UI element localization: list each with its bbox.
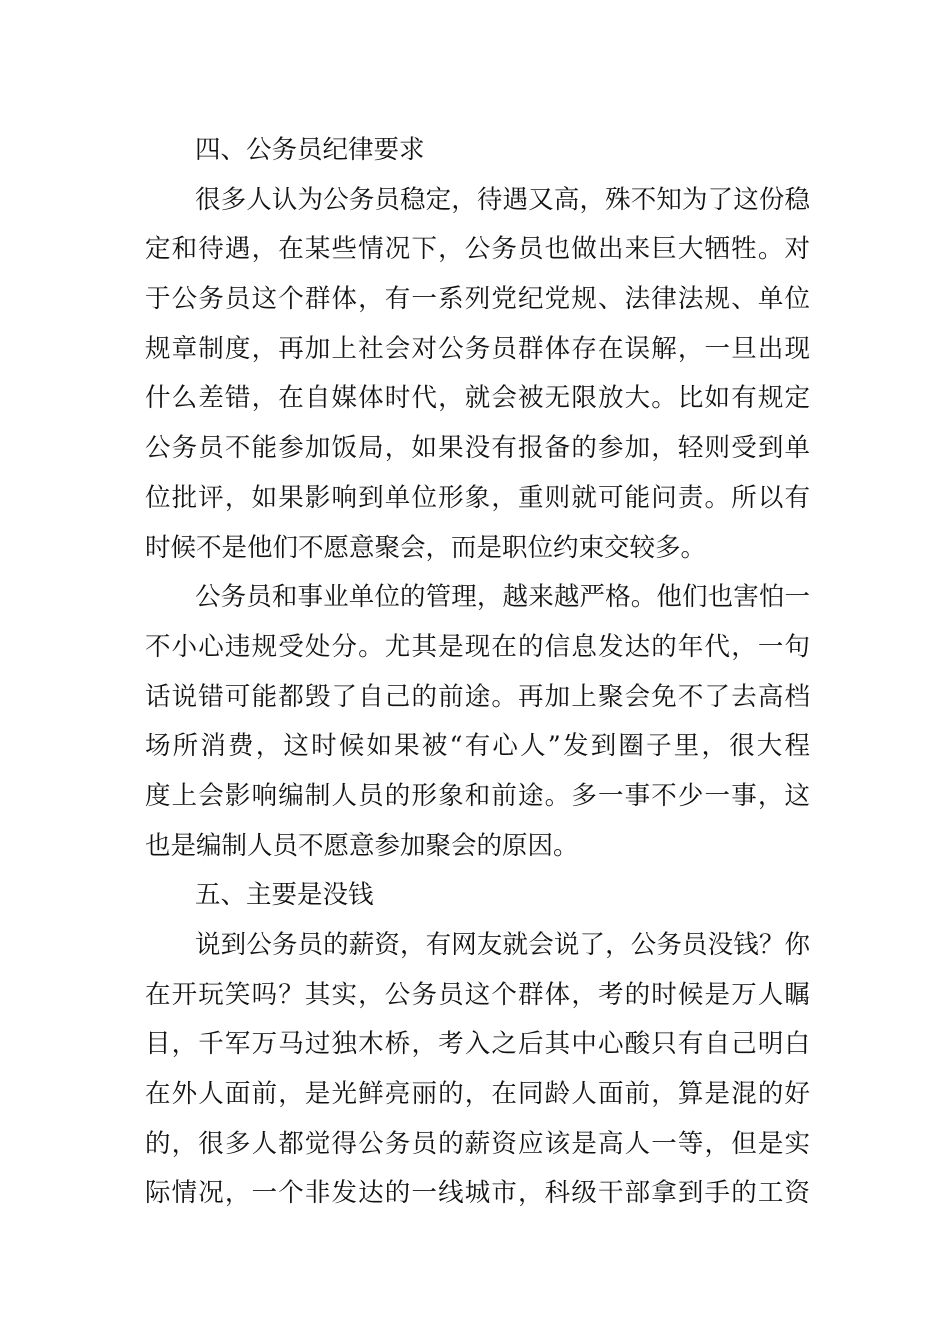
paragraph-line: 位批评，如果影响到单位形象，重则就可能问责。所以有 (145, 482, 810, 513)
paragraph-line: 什么差错，在自媒体时代，就会被无限放大。比如有规定 (145, 383, 810, 414)
paragraph-line: 很多人认为公务员稳定，待遇又高，殊不知为了这份稳 (195, 184, 810, 215)
document-body (145, 126, 810, 1219)
paragraph-line: 公务员和事业单位的管理，越来越严格。他们也害怕一 (195, 582, 810, 613)
paragraph-line: 说到公务员的薪资，有网友就会说了，公务员没钱？你 (195, 930, 810, 960)
section-heading-no-money: 五、主要是没钱 (195, 880, 374, 911)
paragraph-line: 时候不是他们不愿意聚会，而是职位约束交较多。 (145, 532, 707, 563)
paragraph-line: 于公务员这个群体，有一系列党纪党规、法律法规、单位 (145, 284, 810, 315)
paragraph-line: 度上会影响编制人员的形象和前途。多一事不少一事，这 (145, 780, 810, 811)
section-heading-discipline: 四、公务员纪律要求 (195, 135, 425, 165)
paragraph-line: 也是编制人员不愿意参加聚会的原因。 (145, 830, 579, 861)
paragraph-line: 际情况，一个非发达的一线城市，科级干部拿到手的工资 (145, 1178, 810, 1209)
paragraph-line: 场所消费，这时候如果被“有心人”发到圈子里，很大程 (145, 731, 810, 762)
paragraph-line: 在外人面前，是光鲜亮丽的，在同龄人面前，算是混的好 (145, 1079, 810, 1110)
paragraph-line: 目，千军万马过独木桥，考入之后其中心酸只有自己明白 (145, 1029, 810, 1060)
paragraph-line: 的，很多人都觉得公务员的薪资应该是高人一等，但是实 (145, 1128, 810, 1159)
paragraph-line: 在开玩笑吗？其实，公务员这个群体，考的时候是万人瞩 (145, 979, 810, 1010)
paragraph-line: 规章制度，再加上社会对公务员群体存在误解，一旦出现 (145, 333, 810, 364)
paragraph-line: 定和待遇，在某些情况下，公务员也做出来巨大牺牲。对 (145, 234, 810, 265)
paragraph-line: 不小心违规受处分。尤其是现在的信息发达的年代，一句 (145, 631, 810, 662)
paragraph-line: 公务员不能参加饭局，如果没有报备的参加，轻则受到单 (145, 433, 810, 464)
paragraph-line: 话说错可能都毁了自己的前途。再加上聚会免不了去高档 (145, 681, 810, 712)
